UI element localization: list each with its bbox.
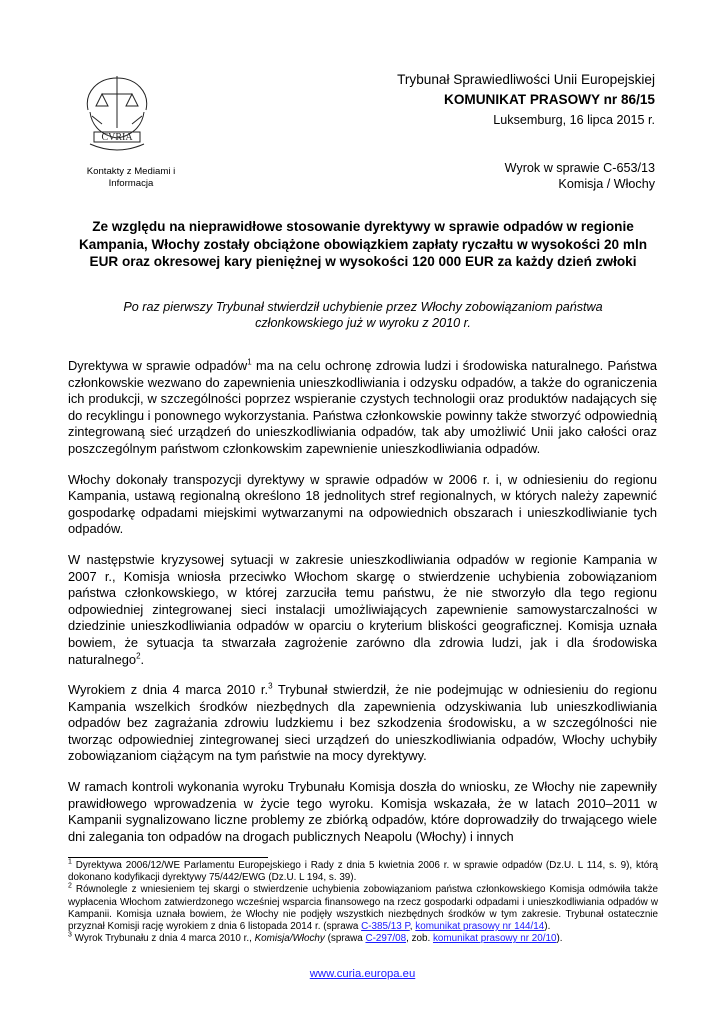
footnote-ref[interactable]: 1 [247, 357, 252, 367]
footnote-ref[interactable]: 3 [268, 681, 273, 691]
court-name: Trybunał Sprawiedliwości Unii Europejskiej [397, 72, 655, 87]
footnote: $^2$ Równolegle z wniesieniem tej skargi o stwierdzenie uchybienia zobowiązaniom państwa członkowskiego Komisja odmówiła także wypłacenia Włochom zatwierdzonego wcześniej wsparcia finansowego na rzecz gospodarki odpadami i unieszkodliwiania odpadów w Kampanii. Komisja uznała bowiem, że Włochy nie podjęły wszystkich niezbędnych środków w tym zakresie. Trybunał ostatecznie przyznał Komisji rację wyrokiem z dnia 6 listopada 2014 r. (sprawa C-385/13 P, komunikat prasowy nr 144/14). [68, 883, 658, 933]
footnotes [68, 860, 658, 945]
case-number: Wyrok w sprawie C-653/13 [504, 161, 655, 175]
curia-logo [78, 72, 156, 160]
footnote: $^3$ Wyrok Trybunału z dnia 4 marca 2010 r., Komisja/Włochy (sprawa C-297/08, zob. komunikat prasowy nr 20/10). [68, 931, 563, 945]
place-date: Luksemburg, 16 lipca 2015 r. [493, 113, 655, 127]
paragraph: Dyrektywa w sprawie odpadów$^1$ ma na celu ochronę zdrowia ludzi i środowiska naturalnego. Państwa członkowskie wezwano do zapewnienia unieszkodliwiania i odzysku odpadów, a także do ograniczenia ich produkcji, w szczególności poprzez wspieranie czystych technologii oraz produktów nadających się do recyklingu i ponownego wykorzystania. Państwa członkowskie powinny także stworzyć odpowiednią zintegrowaną sieć urządzeń do unieszkodliwiania odpadów, tak aby umożliwić Unii jako całości oraz poszczególnym państwom członkowskim zapewnienie unieszkodliwiania odpadów. [68, 357, 657, 456]
footnote-divider [68, 857, 268, 858]
footnote: $^1$ Dyrektywa 2006/12/WE Parlamentu Europejskiego i Rady z dnia 5 kwietnia 2006 r. w sprawie odpadów (Dz.U. L 114, s. 9), którą dokonano kodyfikacji dyrektywy 75/442/EWG (Dz.U. L 194, s. 39). [68, 858, 658, 884]
svg-text:CVRIA: CVRIA [101, 132, 133, 143]
case-parties: Komisja / Włochy [558, 177, 655, 191]
press-release-number: KOMUNIKAT PRASOWY nr 86/15 [444, 92, 655, 107]
body-text [68, 358, 657, 859]
press-release-subtitle: Po raz pierwszy Trybunał stwierdził uchybienie przez Włochy zobowiązaniom państwa członkowskiego już w wyroku z 2010 r. [123, 300, 603, 330]
press-release-link-20-10[interactable]: komunikat prasowy nr 20/10 [432, 933, 557, 945]
footer-website-link[interactable]: www.curia.europa.eu [309, 968, 416, 980]
case-link-c-385-13[interactable]: C-385/13 P [361, 921, 410, 933]
paragraph: W następstwie kryzysowej sytuacji w zakresie unieszkodliwiania odpadów w regionie Kampania w 2007 r., Komisja wniosła przeciwko Włochom skargę o stwierdzenie uchybienia zobowiązaniom państwa członkowskiego, w której zarzuciła temu państwu, że nie stworzyło dla tego regionu odpowiedniej zintegrowanej sieci instalacji umożliwiających zapewnienie samowystarczalności w dziedzinie unieszkodliwiania odpadów w oparciu o kryterium bliskości geograficznej. Komisja uznała bowiem, że sytuacja ta stwarzała zagrożenie zarówno dla zdrowia ludzi, jak i dla środowiska naturalnego$^2$. [68, 551, 657, 667]
footnote-ref[interactable]: 2 [136, 651, 141, 661]
press-release-title: Ze względu na nieprawidłowe stosowanie dyrektywy w sprawie odpadów w regionie Kampania, Włochy zostały obciążone obowiązkiem zapłaty ryczałtu w wysokości 20 mln EUR oraz okresowej kary pieniężnej w wysokości 120 000 EUR za każdy dzień zwłoki [78, 219, 648, 270]
case-link-c-297-08[interactable]: C-297/08 [365, 933, 407, 945]
media-contacts-label: Kontakty z Mediami i Informacja [86, 166, 176, 189]
paragraph: Włochy dokonały transpozycji dyrektywy w sprawie odpadów w 2006 r. i, w odniesieniu do regionu Kampania, ustawą regionalną określono 18 jednolitych stref regionalnych, w których należy zapewnić gospodarkę odpadami miejskimi wytwarzanymi na odpowiednich obszarach i unieszkodliwianie tych odpadów. [68, 471, 657, 537]
paragraph: Wyrokiem z dnia 4 marca 2010 r.$^3$ Trybunał stwierdził, że nie podejmując w odniesieniu do regionu Kampania wszelkich środków niezbędnych dla zapewnienia odzyskiwania lub unieszkodliwiania odpadów bez zagrażania zdrowiu ludzkiemu i bez szkodzenia środowisku, a w szczególności nie tworząc odpowiedniej zintegrowanej sieci urządzeń do unieszkodliwiania odpadów, Włochy uchybiły zobowiązaniom ciążącym na tym państwie na mocy dyrektywy. [68, 681, 658, 764]
press-release-link-144-14[interactable]: komunikat prasowy nr 144/14 [415, 921, 545, 933]
paragraph: W ramach kontroli wykonania wyroku Trybunału Komisja doszła do wniosku, ze Włochy nie zapewniły prawidłowego wprowadzenia w życie tego wyroku. Komisja wskazała, że w latach 2010–2011 w Kampanii sygnalizowano liczne problemy ze zbiórką odpadów, które doprowadziły do trwającego wiele dni zalegania ton odpadów na drogach publicznych Neapolu (Włochy) i innych [68, 779, 657, 844]
